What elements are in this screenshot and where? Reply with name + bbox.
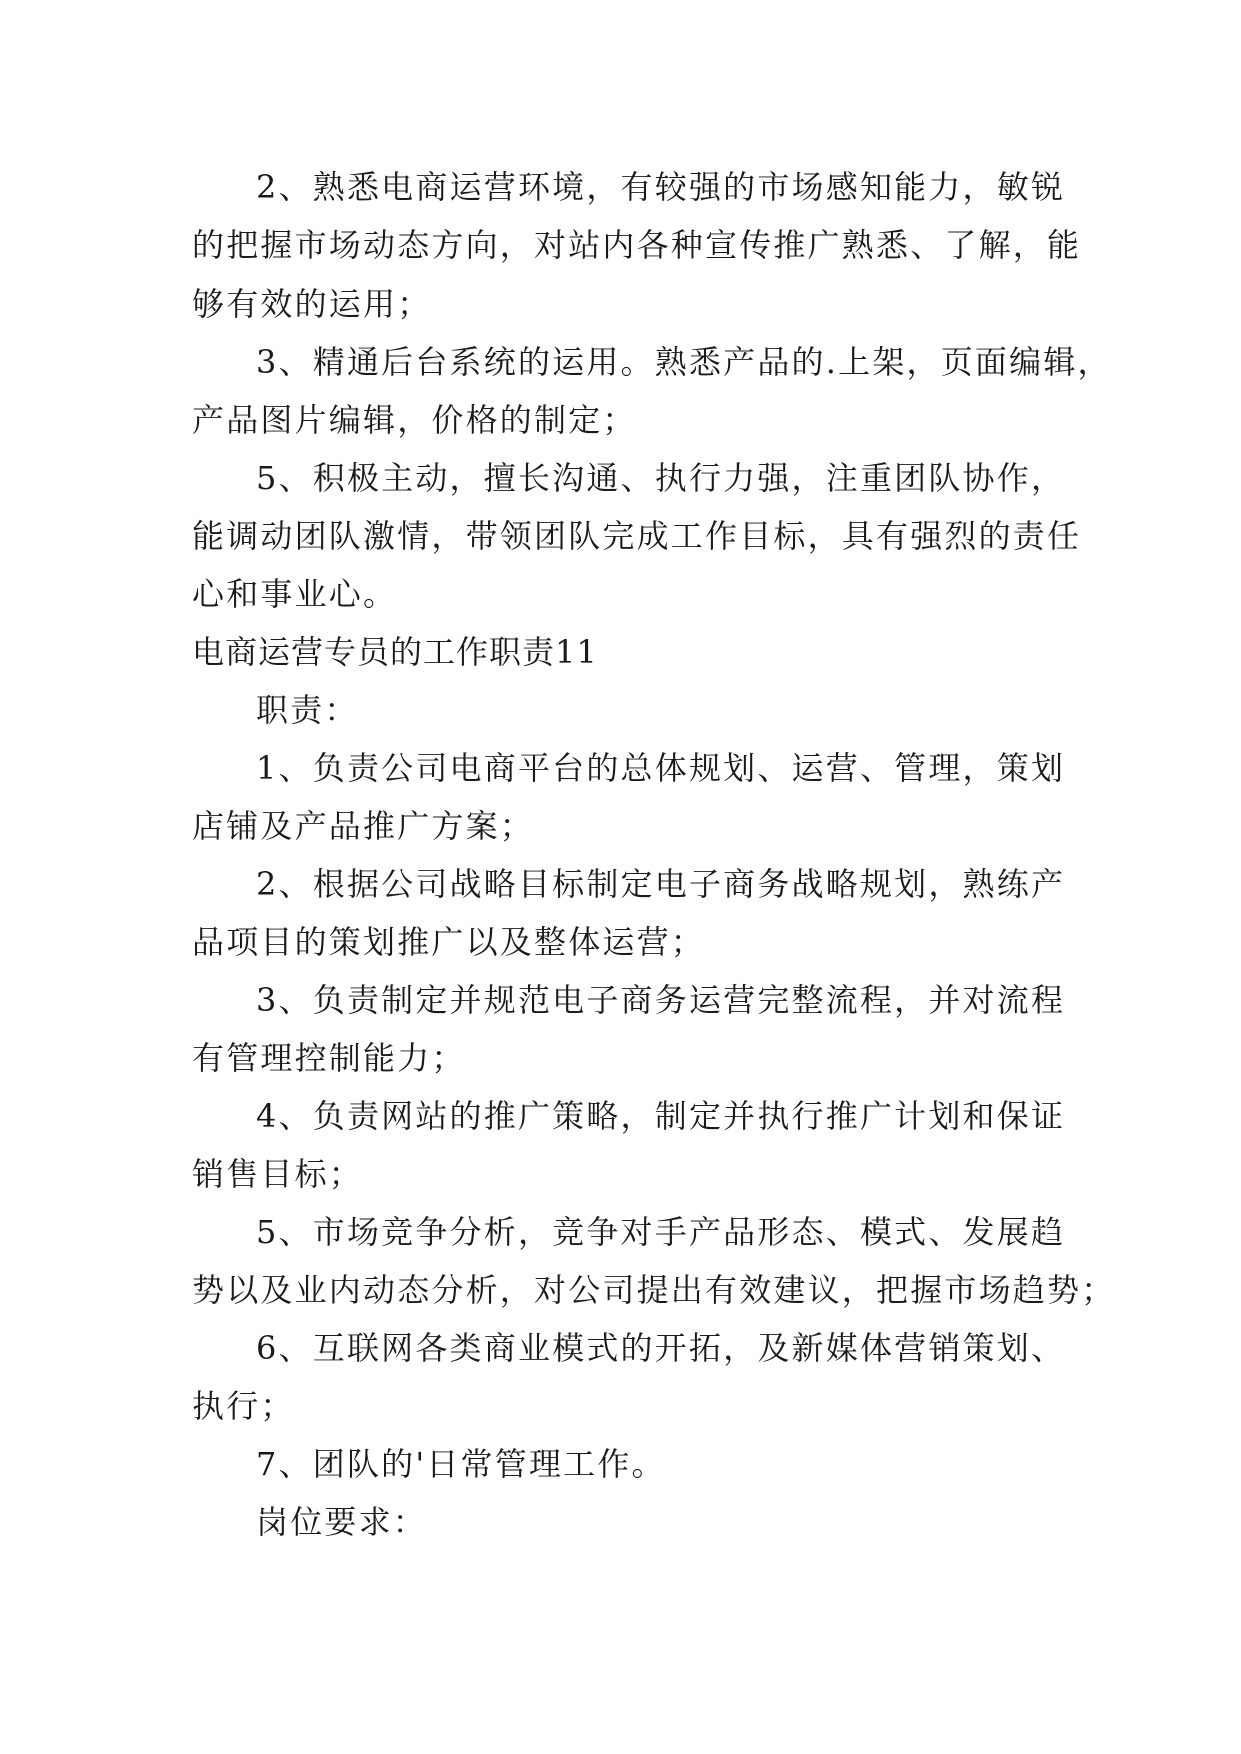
paragraph-line: 3、负责制定并规范电子商务运营完整流程，并对流程 bbox=[256, 981, 1066, 1019]
paragraph-line: 有管理控制能力； bbox=[192, 1039, 466, 1077]
paragraph-line: 7、团队的'日常管理工作。 bbox=[256, 1445, 666, 1483]
paragraph-line: 能调动团队激情，带领团队完成工作目标，具有强烈的责任 bbox=[192, 517, 1082, 555]
paragraph-line: 5、市场竞争分析，竞争对手产品形态、模式、发展趋 bbox=[256, 1213, 1066, 1251]
paragraph-line: 1、负责公司电商平台的总体规划、运营、管理，策划 bbox=[256, 749, 1066, 787]
paragraph-line: 品项目的策划推广以及整体运营； bbox=[192, 923, 706, 961]
paragraph-line: 执行； bbox=[192, 1387, 295, 1425]
paragraph-line: 3、精通后台系统的运用。熟悉产品的.上架，页面编辑， bbox=[256, 343, 1112, 381]
paragraph-line: 销售目标； bbox=[192, 1155, 364, 1193]
subheading-duties: 职责： bbox=[256, 691, 359, 729]
section-heading: 电商运营专员的工作职责11 bbox=[192, 633, 598, 671]
subheading-requirements: 岗位要求： bbox=[256, 1503, 428, 1541]
paragraph-line: 产品图片编辑，价格的制定； bbox=[192, 401, 637, 439]
paragraph-line: 心和事业心。 bbox=[192, 575, 398, 613]
paragraph-line: 店铺及产品推广方案； bbox=[192, 807, 535, 845]
paragraph-line: 的把握市场动态方向，对站内各种宣传推广熟悉、了解，能 bbox=[192, 226, 1082, 264]
paragraph-line: 2、根据公司战略目标制定电子商务战略规划，熟练产 bbox=[256, 865, 1066, 903]
paragraph-line: 4、负责网站的推广策略，制定并执行推广计划和保证 bbox=[256, 1097, 1066, 1135]
paragraph-line: 够有效的运用； bbox=[192, 285, 432, 323]
paragraph-line: 5、积极主动，擅长沟通、执行力强，注重团队协作， bbox=[256, 459, 1066, 497]
paragraph-line: 势以及业内动态分析，对公司提出有效建议，把握市场趋势； bbox=[192, 1271, 1116, 1309]
paragraph-line: 2、熟悉电商运营环境，有较强的市场感知能力，敏锐 bbox=[256, 168, 1066, 206]
paragraph-line: 6、互联网各类商业模式的开拓，及新媒体营销策划、 bbox=[256, 1329, 1066, 1367]
